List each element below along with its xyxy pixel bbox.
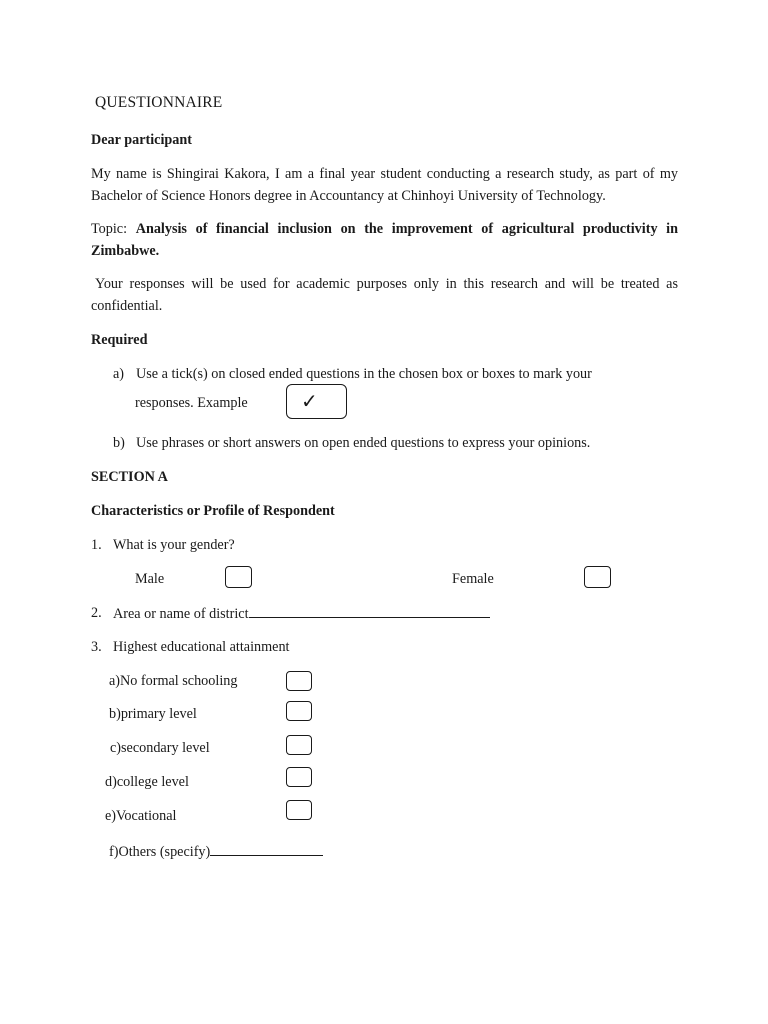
q3-text: Highest educational attainment (113, 639, 290, 655)
q3-option-checkbox[interactable] (286, 671, 312, 691)
q3-option-label: b)primary level (109, 706, 197, 722)
q1-option-male-label: Male (135, 571, 165, 587)
q1-text: What is your gender? (113, 537, 235, 553)
topic-label: Topic: (91, 221, 128, 237)
section-a-heading: SECTION A (91, 469, 168, 485)
section-a-subheading: Characteristics or Profile of Respondent (91, 503, 335, 519)
q1-option-male-checkbox[interactable] (225, 566, 252, 588)
intro-paragraph: My name is Shingirai Kakora, I am a final year student conducting a research study, as part of my Bachelor of Science Honors degree in Accountancy at Chinhoyi University of Technology. (91, 166, 678, 204)
q2-text: Area or name of district (113, 606, 249, 622)
q3-option-label: c)secondary level (110, 740, 210, 756)
q3-other-answer-line[interactable] (210, 843, 323, 856)
q3-option-checkbox[interactable] (286, 767, 312, 787)
q3-other-row (109, 843, 323, 861)
checkmark-icon: ✓ (301, 389, 318, 413)
required-item-b-marker: b) (113, 435, 125, 451)
q3-number: 3. (91, 639, 102, 655)
q1-option-female-checkbox[interactable] (584, 566, 611, 588)
confidentiality-paragraph: Your responses will be used for academic purposes only in this research and will be treated as confidential. (91, 276, 678, 314)
q3-option-checkbox[interactable] (286, 735, 312, 755)
required-item-a-line2: responses. Example (135, 395, 248, 411)
required-item-a-marker: a) (113, 366, 125, 382)
q3-option-checkbox[interactable] (286, 701, 312, 721)
required-heading: Required (91, 332, 148, 348)
example-tick-box (286, 384, 347, 419)
q3-option-label: d)college level (105, 774, 189, 790)
q3-option-label: a)No formal schooling (109, 673, 238, 689)
required-item-b-line1: Use phrases or short answers on open ended questions to express your opinions. (136, 435, 591, 451)
q1-number: 1. (91, 537, 102, 553)
q2-answer-line[interactable] (249, 605, 490, 618)
required-item-a-line1: Use a tick(s) on closed ended questions in the chosen box or boxes to mark your (136, 366, 592, 382)
q3-option-label: e)Vocational (105, 808, 177, 824)
q3-other-label: f)Others (specify) (109, 844, 211, 860)
salutation: Dear participant (91, 132, 193, 148)
q2-row (113, 605, 490, 623)
q2-number: 2. (91, 605, 102, 621)
q1-option-female-label: Female (452, 571, 494, 587)
topic-paragraph (91, 219, 678, 262)
document-title: QUESTIONNAIRE (95, 94, 223, 111)
topic-text: Analysis of financial inclusion on the improvement of agricultural productivity in Zimbabwe. (91, 221, 679, 259)
q3-option-checkbox[interactable] (286, 800, 312, 820)
